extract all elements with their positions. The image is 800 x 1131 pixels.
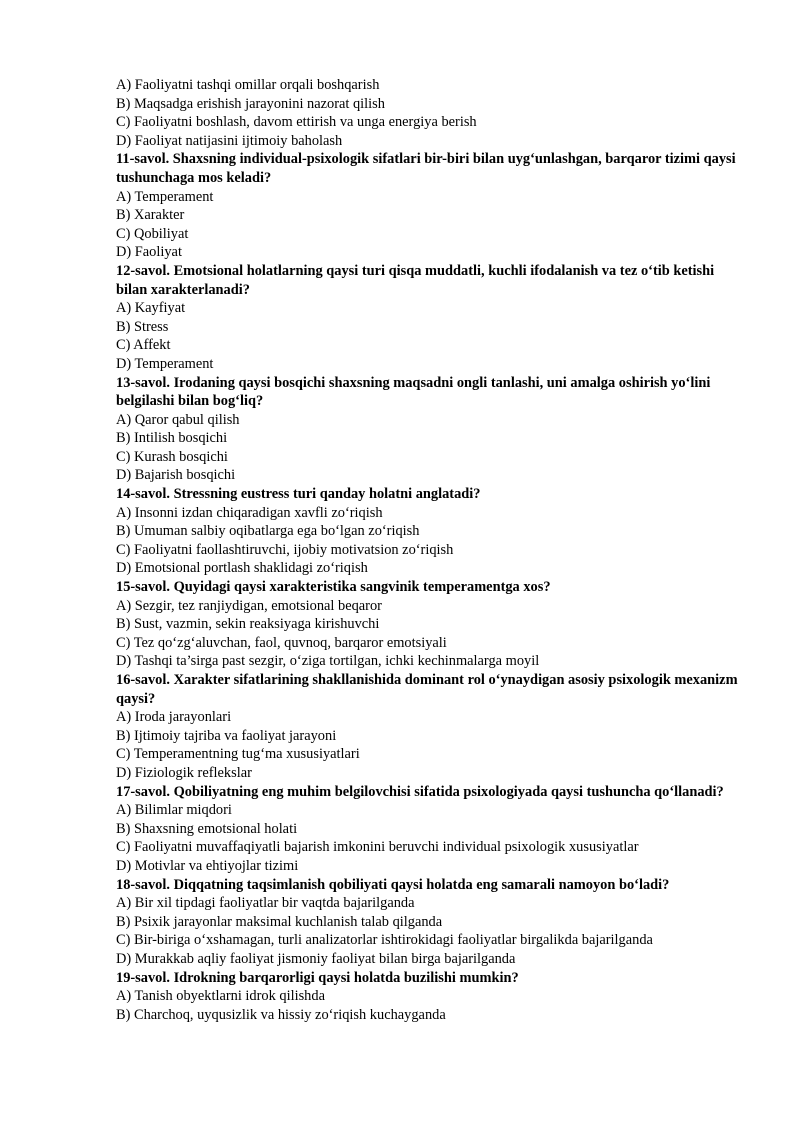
document-body <box>116 76 746 1024</box>
answer-option: C) Faoliyatni boshlash, davom ettirish va unga energiya berish <box>116 114 477 131</box>
answer-option: C) Affekt <box>116 337 171 354</box>
answer-option: B) Psixik jarayonlar maksimal kuchlanish talab qilganda <box>116 913 443 930</box>
answer-option: A) Bilimlar miqdori <box>116 802 232 819</box>
answer-option: D) Faoliyat <box>116 244 182 261</box>
answer-option: C) Temperamentning tug‘ma xususiyatlari <box>116 746 360 763</box>
answer-option: D) Fiziologik reflekslar <box>116 764 252 781</box>
answer-option: A) Sezgir, tez ranjiydigan, emotsional beqaror <box>116 597 382 614</box>
question-text: 16-savol. Xarakter sifatlarining shakllanishida dominant rol o‘ynaydigan asosiy psixologik mexanizm qaysi? <box>116 672 738 707</box>
question-text: 19-savol. Idrokning barqarorligi qaysi holatda buzilishi mumkin? <box>116 969 519 986</box>
answer-option: D) Tashqi ta’sirga past sezgir, o‘ziga tortilgan, ichki kechinmalarga moyil <box>116 653 540 670</box>
answer-option: B) Maqsadga erishish jarayonini nazorat qilish <box>116 95 385 112</box>
answer-option: D) Murakkab aqliy faoliyat jismoniy faoliyat bilan birga bajarilganda <box>116 950 516 967</box>
answer-option: D) Temperament <box>116 355 214 372</box>
answer-option: C) Qobiliyat <box>116 225 189 242</box>
answer-option: C) Tez qo‘zg‘aluvchan, faol, quvnoq, barqaror emotsiyali <box>116 634 447 651</box>
answer-option: C) Kurash bosqichi <box>116 448 228 465</box>
answer-option: A) Insonni izdan chiqaradigan xavfli zo‘riqish <box>116 504 383 521</box>
question-text: 17-savol. Qobiliyatning eng muhim belgilovchisi sifatida psixologiyada qaysi tushuncha qo‘llanadi? <box>116 783 724 800</box>
answer-option: A) Temperament <box>116 188 214 205</box>
answer-option: B) Xarakter <box>116 207 185 224</box>
answer-option: D) Bajarish bosqichi <box>116 467 236 484</box>
answer-option: A) Kayfiyat <box>116 300 186 317</box>
answer-option: A) Faoliyatni tashqi omillar orqali boshqarish <box>116 77 380 93</box>
answer-option: C) Faoliyatni muvaffaqiyatli bajarish imkonini beruvchi individual psixologik xususiyatlar <box>116 839 639 856</box>
answer-option: A) Iroda jarayonlari <box>116 709 232 726</box>
answer-option: B) Sust, vazmin, sekin reaksiyaga kirishuvchi <box>116 616 380 633</box>
answer-option: A) Bir xil tipdagi faoliyatlar bir vaqtda bajarilganda <box>116 895 415 912</box>
answer-option: B) Umuman salbiy oqibatlarga ega bo‘lgan zo‘riqish <box>116 523 420 540</box>
question-text: 15-savol. Quyidagi qaysi xarakteristika sangvinik temperamentga xos? <box>116 579 551 596</box>
answer-option: A) Qaror qabul qilish <box>116 411 240 428</box>
answer-option: B) Charchoq, uyqusizlik va hissiy zo‘riqish kuchayganda <box>116 1006 446 1023</box>
answer-option: B) Shaxsning emotsional holati <box>116 820 298 837</box>
answer-option: D) Motivlar va ehtiyojlar tizimi <box>116 857 299 874</box>
answer-option: C) Bir-biriga o‘xshamagan, turli analizatorlar ishtirokidagi faoliyatlar birgalikda bajarilganda <box>116 932 653 949</box>
answer-option: B) Ijtimoiy tajriba va faoliyat jarayoni <box>116 727 337 744</box>
question-text: 11-savol. Shaxsning individual-psixologik sifatlari bir-biri bilan uyg‘unlashgan, barqaror tizimi qaysi tushunchaga mos keladi? <box>116 151 736 186</box>
question-text: 12-savol. Emotsional holatlarning qaysi turi qisqa muddatli, kuchli ifodalanish va tez o‘tib ketishi bilan xarakterlanadi? <box>116 262 715 298</box>
question-text: 14-savol. Stressning eustress turi qanday holatni anglatadi? <box>116 486 481 503</box>
question-text: 13-savol. Irodaning qaysi bosqichi shaxsning maqsadni ongli tanlashi, uni amalga oshirish yo‘lini belgilashi bilan bog‘liq? <box>116 374 711 410</box>
answer-option: B) Stress <box>116 318 169 335</box>
question-text: 18-savol. Diqqatning taqsimlanish qobiliyati qaysi holatda eng samarali namoyon bo‘ladi? <box>116 876 670 893</box>
answer-option: A) Tanish obyektlarni idrok qilishda <box>116 988 325 1005</box>
answer-option: B) Intilish bosqichi <box>116 430 228 447</box>
answer-option: C) Faoliyatni faollashtiruvchi, ijobiy motivatsion zo‘riqish <box>116 541 454 558</box>
answer-option: D) Faoliyat natijasini ijtimoiy baholash <box>116 132 343 149</box>
answer-option: D) Emotsional portlash shaklidagi zo‘riqish <box>116 560 368 577</box>
